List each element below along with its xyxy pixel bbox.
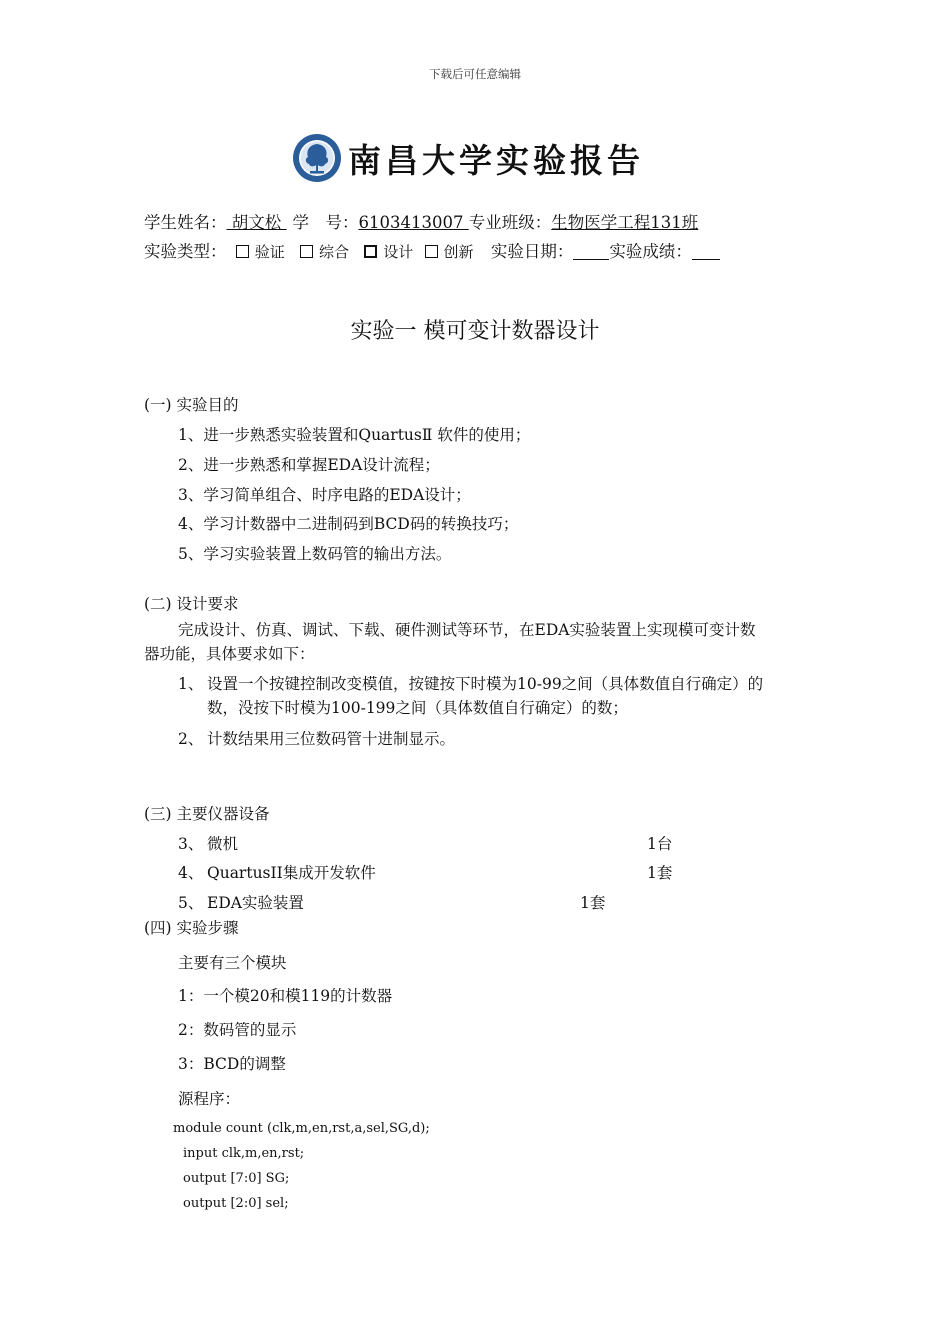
experiment-type-label: 实验类型： <box>144 242 227 261</box>
section-steps-heading: (四) 实验步骤 <box>144 919 239 937</box>
experiment-date-blank <box>573 259 609 260</box>
equipment-item-number: 5、 <box>178 894 204 912</box>
equipment-item-number: 4、 <box>178 864 204 882</box>
equipment-item-quantity: 1台 <box>647 835 673 853</box>
section-requirements-heading: (二) 设计要求 <box>144 595 239 613</box>
experiment-date-label: 实验日期： <box>490 242 574 261</box>
code-line: input clk,m,en,rst; <box>183 1146 305 1161</box>
requirement-item-line2: 数，没按下时模为100-199之间（具体数值自行确定）的数； <box>207 699 628 717</box>
option-comprehensive-label: 综合 <box>319 243 350 261</box>
equipment-item-name: 微机 <box>207 835 239 853</box>
checkbox-verify[interactable] <box>236 245 249 258</box>
steps-line: 2：数码管的显示 <box>178 1021 297 1039</box>
purpose-item: 2、进一步熟悉和掌握EDA设计流程； <box>178 456 440 474</box>
equipment-item-number: 3、 <box>178 835 204 853</box>
header-note: 下载后可任意编辑 <box>429 67 521 81</box>
student-id: 6103413007 <box>358 213 469 232</box>
requirements-paragraph-line2: 器功能，具体要求如下： <box>144 645 315 663</box>
student-id-label: 学 号： <box>292 213 359 232</box>
requirement-item-number: 2、 <box>178 730 204 748</box>
student-name-label: 学生姓名： <box>144 213 227 232</box>
requirement-item-number: 1、 <box>178 675 204 693</box>
steps-line: 3：BCD的调整 <box>178 1055 286 1073</box>
equipment-item-quantity: 1套 <box>580 894 606 912</box>
checkbox-comprehensive[interactable] <box>300 245 313 258</box>
requirements-paragraph-line1: 完成设计、仿真、调试、下载、硬件测试等环节，在EDA实验装置上实现模可变计数 <box>178 621 756 639</box>
equipment-item-quantity: 1套 <box>647 864 673 882</box>
option-verify-label: 验证 <box>254 243 285 261</box>
equipment-item-name: EDA实验装置 <box>207 894 304 912</box>
option-design-label: 设计 <box>383 243 414 261</box>
section-purpose-heading: (一) 实验目的 <box>144 396 239 414</box>
class-value: 生物医学工程131班 <box>551 213 699 232</box>
code-line: output [7:0] SG; <box>183 1171 290 1186</box>
purpose-item: 1、进一步熟悉实验装置和QuartusⅡ 软件的使用； <box>178 426 531 444</box>
experiment-title: 实验一 模可变计数器设计 <box>350 319 600 344</box>
purpose-item: 4、学习计数器中二进制码到BCD码的转换技巧； <box>178 515 519 533</box>
experiment-type-line <box>144 238 720 262</box>
equipment-item-name: QuartusII集成开发软件 <box>207 864 376 882</box>
student-name: 胡文松 <box>226 213 287 232</box>
section-equipment-heading: (三) 主要仪器设备 <box>144 805 270 823</box>
code-line: output [2:0] sel; <box>183 1196 289 1211</box>
purpose-item: 3、学习简单组合、时序电路的EDA设计； <box>178 486 471 504</box>
code-line: module count (clk,m,en,rst,a,sel,SG,d); <box>173 1121 430 1136</box>
report-title: 南昌大学实验报告 <box>348 140 644 180</box>
requirement-item-text: 计数结果用三位数码管十进制显示。 <box>207 730 456 748</box>
class-label: 专业班级： <box>468 213 552 232</box>
option-innovation-label: 创新 <box>443 243 474 261</box>
experiment-score-label: 实验成绩： <box>609 242 692 261</box>
university-logo-icon <box>292 133 342 183</box>
steps-line: 源程序： <box>178 1090 241 1108</box>
experiment-score-blank <box>692 259 720 260</box>
student-info-line <box>144 209 698 233</box>
purpose-item: 5、学习实验装置上数码管的输出方法。 <box>178 545 452 563</box>
report-title-row <box>292 130 644 186</box>
requirement-item-line1: 设置一个按键控制改变模值，按键按下时模为10-99之间（具体数值自行确定）的 <box>207 675 764 693</box>
checkbox-innovation[interactable] <box>425 245 438 258</box>
steps-line: 1：一个模20和模119的计数器 <box>178 987 393 1005</box>
checkbox-design[interactable] <box>364 245 377 258</box>
steps-line: 主要有三个模块 <box>178 954 287 972</box>
